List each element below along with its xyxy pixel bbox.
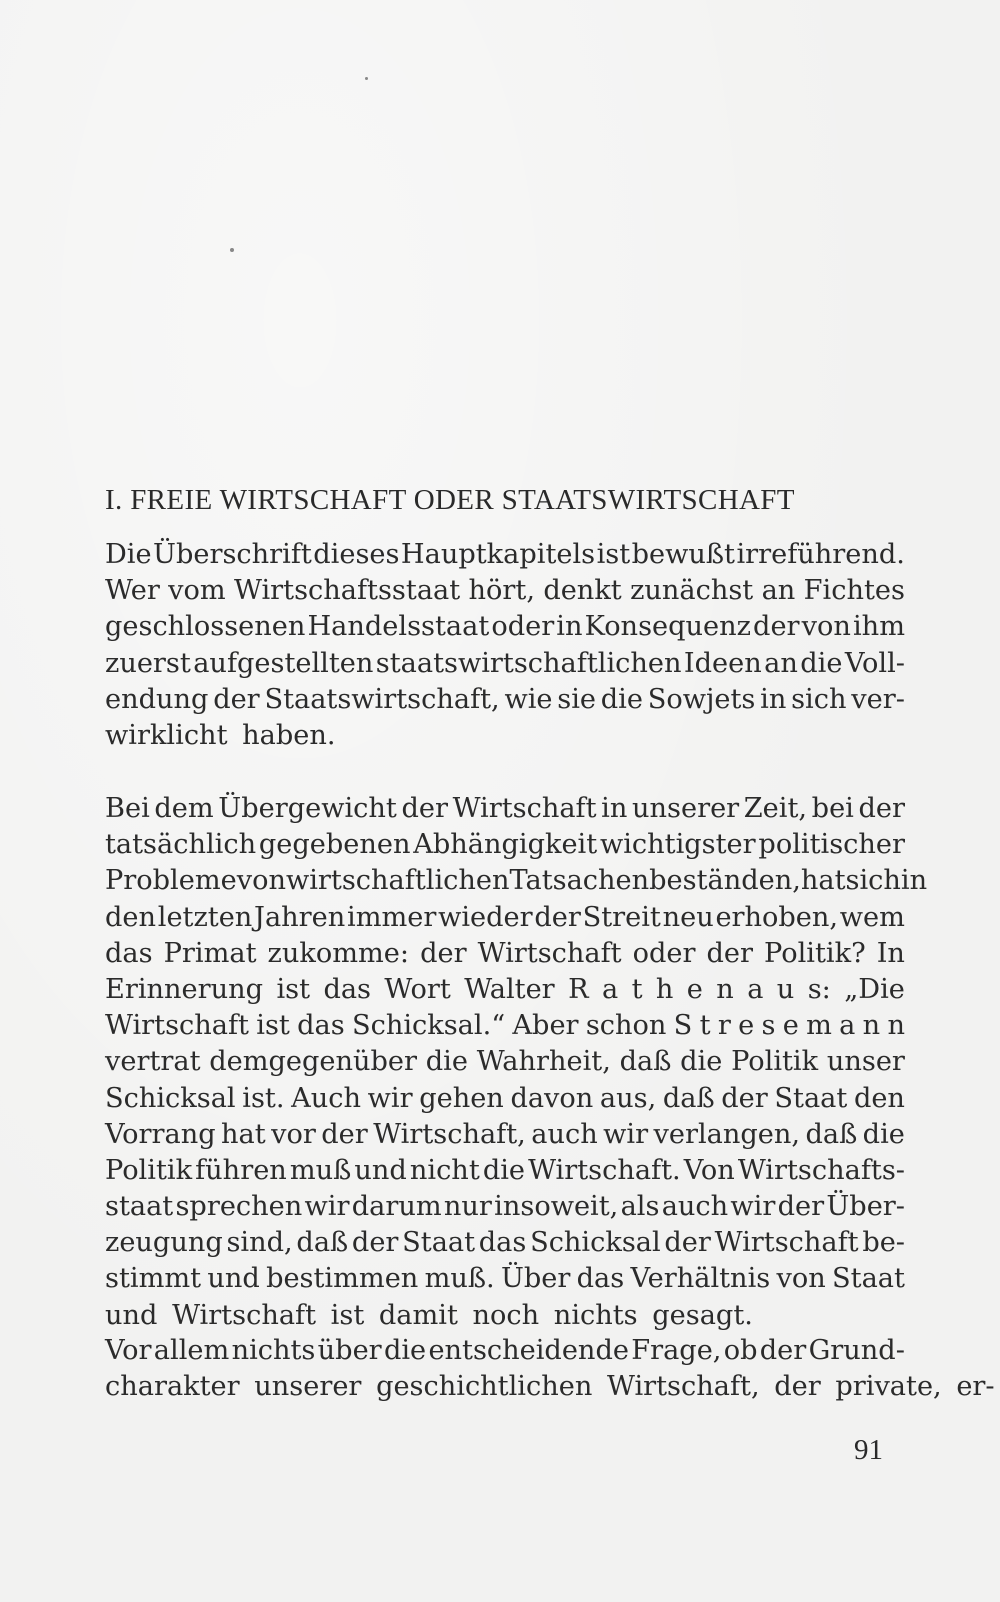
word: in [556, 611, 583, 643]
word: nur [443, 1191, 492, 1223]
word: auch [661, 1191, 729, 1223]
word: Hauptkapitels [400, 539, 596, 570]
word: an [764, 647, 798, 679]
word: a [601, 973, 619, 1005]
text-line: und Wirtschaft ist damit noch nichts gesagt. [105, 1299, 753, 1331]
word: Wirtschaft [105, 1010, 249, 1042]
text-line [105, 1261, 905, 1297]
word: als [620, 1191, 660, 1223]
word: r [717, 1010, 731, 1042]
word: Über [500, 1263, 571, 1295]
word: daß [296, 1227, 349, 1259]
text-line [105, 972, 905, 1008]
word: Wirtschafts- [737, 1154, 905, 1186]
word: Streit [582, 901, 661, 933]
word: Abhängigkeit [413, 829, 598, 861]
word: Fichtes [803, 575, 905, 607]
paper-speck [230, 248, 234, 252]
word: der [534, 901, 581, 933]
word: darum [351, 1191, 442, 1223]
text-line [105, 900, 905, 936]
text-line [105, 1117, 905, 1153]
word: Wirtschaft, [373, 1118, 526, 1150]
word: Wahrheit, [476, 1046, 611, 1078]
word: S [673, 1010, 693, 1042]
word: In [876, 937, 905, 969]
page-number: 91 [854, 1434, 883, 1466]
word: schon [585, 1010, 667, 1042]
word: Wirtschaft. [528, 1154, 681, 1186]
word: allem [153, 1335, 230, 1366]
word: h [655, 973, 674, 1005]
word: neu [662, 901, 714, 933]
word: bestimmen [266, 1263, 419, 1295]
paragraph [105, 791, 928, 1334]
word: geschlossenen [105, 611, 306, 643]
word: gegebenen [258, 829, 411, 861]
word: Erinnerung [105, 973, 264, 1005]
word: den [853, 1082, 905, 1114]
word: vertrat [105, 1046, 201, 1078]
word: verlangen, [653, 1118, 801, 1150]
word: s [761, 1010, 776, 1042]
word: ist [276, 973, 311, 1005]
word: Tatsachenbeständen, [509, 865, 801, 897]
word: der [777, 1191, 825, 1223]
word: Zeit, [743, 793, 808, 824]
word: aufgestellten [193, 647, 374, 679]
word: Übergewicht [218, 793, 397, 824]
word: Voll- [844, 647, 905, 679]
word: die [482, 1154, 526, 1186]
word: Bei [105, 793, 150, 824]
text-line [105, 1189, 905, 1225]
text-line [105, 646, 905, 682]
word: wir [304, 1191, 350, 1223]
word: der [321, 1118, 368, 1150]
word: oder [632, 937, 696, 969]
word: die [383, 1335, 427, 1366]
word: Jahren [254, 901, 346, 933]
word: in [900, 865, 928, 897]
word: ist [596, 539, 631, 570]
word: n [862, 1010, 881, 1042]
word: ihm [852, 611, 905, 643]
word: hat [800, 865, 846, 897]
word: Staat [774, 1082, 848, 1114]
text-line [105, 827, 905, 863]
word: e [738, 1010, 755, 1042]
word: Staat [832, 1263, 905, 1295]
word: Handelsstaat [307, 611, 490, 643]
word: gehen [419, 1082, 504, 1114]
word: nicht [409, 1154, 480, 1186]
word: dem [154, 793, 214, 824]
word: Schicksal [530, 1227, 661, 1259]
word: auch [531, 1118, 598, 1150]
word: a [747, 973, 764, 1005]
word: führen [195, 1154, 287, 1186]
word: wir [367, 1082, 413, 1114]
word: ist [256, 1010, 290, 1042]
word: wem [839, 901, 905, 933]
word: t [699, 1010, 711, 1042]
word: der [664, 1227, 711, 1259]
word: das [105, 937, 153, 969]
word: der [401, 793, 448, 824]
word: oder [491, 611, 555, 643]
text-line [105, 1044, 905, 1080]
word: unserer [632, 793, 740, 824]
word: Wort [384, 973, 451, 1005]
word: der [420, 937, 467, 969]
word: irreführend. [736, 539, 905, 570]
word: endung [105, 683, 209, 715]
word: dieses [313, 539, 400, 570]
word: sind, [226, 1227, 293, 1259]
word: u [776, 973, 795, 1005]
paper-speck [365, 77, 368, 80]
word: ob [723, 1335, 758, 1366]
word: Verhältnis [630, 1263, 771, 1295]
word: erhoben, [715, 901, 839, 933]
word: sie [557, 683, 597, 715]
word: ver- [851, 683, 905, 715]
word: n [716, 973, 734, 1005]
text-line [105, 537, 905, 573]
word: R [568, 973, 589, 1005]
word: die [862, 1118, 905, 1150]
word: hört, [468, 575, 535, 607]
word: an [761, 575, 796, 607]
word: unser [826, 1046, 905, 1078]
word: Vor [105, 1335, 152, 1366]
word: Wirtschaft [714, 1227, 859, 1259]
word: staatswirtschaftlichen [375, 647, 682, 679]
word: Die [105, 539, 152, 570]
word: das [297, 1010, 345, 1042]
word: „Die [844, 973, 905, 1005]
word: Überschrift [153, 539, 312, 570]
word: Staat [402, 1227, 476, 1259]
word: m [806, 1010, 832, 1042]
word: der [858, 793, 905, 824]
text-line: wirklicht haben. [105, 719, 336, 751]
word: über [317, 1335, 382, 1366]
word: Ideen [683, 647, 762, 679]
word: der [721, 1082, 768, 1114]
text-line [105, 1333, 905, 1369]
word: Auch [291, 1082, 361, 1114]
word: muß [289, 1154, 352, 1186]
word: Wirtschaft [477, 937, 622, 969]
word: den [105, 901, 157, 933]
text-line [105, 863, 928, 899]
word: wichtigster [599, 829, 756, 861]
word: Wirtschaftsstaat [234, 575, 461, 607]
word: Von [683, 1154, 735, 1186]
word: Konsequenz [584, 611, 751, 643]
word: Sowjets [647, 683, 756, 715]
word: die [425, 1046, 468, 1078]
word: wieder [438, 901, 533, 933]
word: denkt [543, 575, 622, 607]
word: das [576, 1263, 625, 1295]
word: zukomme: [267, 937, 410, 969]
paragraph [105, 1333, 995, 1405]
word: Vorrang [105, 1118, 216, 1150]
word: insoweit, [494, 1191, 619, 1223]
chapter-heading: I. FREIE WIRTSCHAFT ODER STAATSWIRTSCHAFT [105, 484, 795, 516]
word: sprechen [175, 1191, 303, 1223]
word: Politik? [764, 937, 866, 969]
word: der [213, 683, 260, 715]
word: Walter [464, 973, 555, 1005]
word: nichts [231, 1335, 316, 1366]
word: t [631, 973, 643, 1005]
word: Wer [105, 575, 160, 607]
word: das [323, 973, 372, 1005]
word: muß. [424, 1263, 495, 1295]
text-line [105, 1008, 905, 1044]
word: entscheidende [428, 1335, 629, 1366]
word: der [759, 1335, 807, 1366]
word: wir [730, 1191, 776, 1223]
word: die [800, 647, 843, 679]
word: be- [862, 1227, 905, 1259]
word: sich [791, 683, 847, 715]
word: Probleme [105, 865, 237, 897]
word: politischer [758, 829, 905, 861]
text-line [105, 791, 905, 827]
word: vor [271, 1118, 316, 1150]
word: zeugung [105, 1227, 223, 1259]
word: hat [221, 1118, 266, 1150]
word: bewußt [631, 539, 735, 570]
text-line [105, 682, 905, 718]
word: a [839, 1010, 856, 1042]
word: Politik [105, 1154, 193, 1186]
word: Schicksal.“ [351, 1010, 506, 1042]
text-line [105, 1153, 905, 1189]
word: von [236, 865, 286, 897]
word: daß [805, 1118, 858, 1150]
word: vom [168, 575, 226, 607]
word: der [706, 937, 753, 969]
word: letzten [157, 901, 253, 933]
word: der [351, 1227, 399, 1259]
word: daß [619, 1046, 672, 1078]
word: die [680, 1046, 723, 1078]
word: wie [504, 683, 553, 715]
word: und [207, 1263, 260, 1295]
word: Schicksal [105, 1082, 236, 1114]
word: wir [603, 1118, 649, 1150]
paragraph [105, 537, 905, 754]
text-line [105, 1225, 905, 1261]
text-line [105, 1081, 905, 1117]
word: bei [811, 793, 854, 824]
word: e [686, 973, 703, 1005]
word: zuerst [105, 647, 191, 679]
word: wirtschaftlichen [285, 865, 510, 897]
text-line [105, 573, 905, 609]
text-line: charakter unserer geschichtlichen Wirtschaft, der private, er- [105, 1371, 995, 1403]
word: Frage, [631, 1335, 722, 1366]
word: der [753, 611, 800, 643]
word: ist. [242, 1082, 285, 1114]
word: sich [845, 865, 901, 897]
word: stimmt [105, 1263, 202, 1295]
word: Grund- [808, 1335, 905, 1366]
word: von [776, 1263, 826, 1295]
word: das [478, 1227, 527, 1259]
word: e [782, 1010, 799, 1042]
word: davon [510, 1082, 594, 1114]
word: in [760, 683, 787, 715]
word: s: [807, 973, 831, 1005]
word: staat [105, 1191, 174, 1223]
word: Staatswirtschaft, [264, 683, 500, 715]
word: tatsächlich [105, 829, 257, 861]
word: zunächst [630, 575, 754, 607]
word: Über- [826, 1191, 905, 1223]
word: die [600, 683, 643, 715]
word: und [354, 1154, 407, 1186]
word: von [801, 611, 851, 643]
word: n [887, 1010, 905, 1042]
word: demgegenüber [209, 1046, 418, 1078]
word: daß [662, 1082, 715, 1114]
word: Politik [731, 1046, 819, 1078]
word: immer [347, 901, 437, 933]
word: Primat [163, 937, 257, 969]
word: Aber [512, 1010, 579, 1042]
word: Wirtschaft [452, 793, 597, 824]
text-line [105, 609, 905, 645]
word: aus, [599, 1082, 657, 1114]
text-line [105, 936, 905, 972]
word: in [601, 793, 628, 824]
